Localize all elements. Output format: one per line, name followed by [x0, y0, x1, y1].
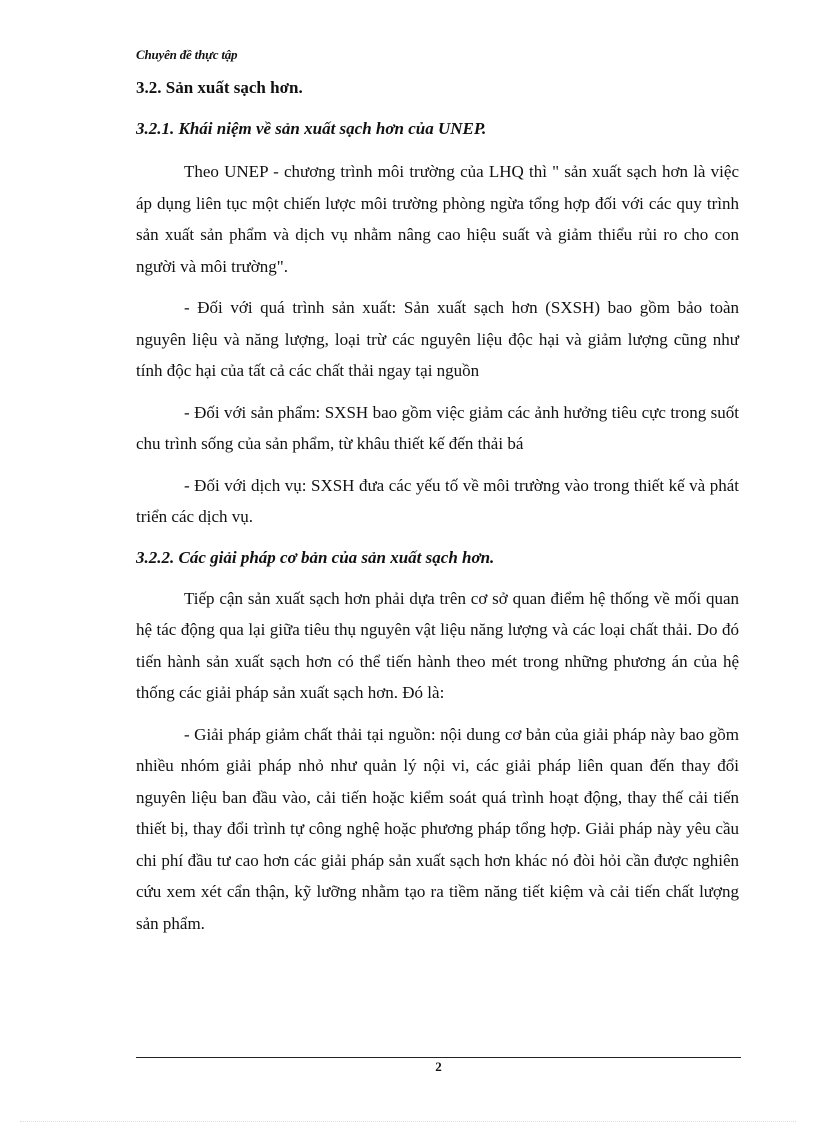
section-heading: 3.2. Sản xuất sạch hơn.	[136, 78, 303, 97]
document-body	[136, 74, 739, 939]
page-bottom-edge	[20, 1121, 796, 1122]
running-header: Chuyên đề thực tập	[136, 47, 238, 62]
paragraph-source-reduction: - Giải pháp giảm chất thải tại nguồn: nội dung cơ bản của giải pháp này bao gồm nhiều nhóm giải pháp nhỏ như quản lý nội vi, các giải pháp liên quan đến thay đổi nguyên liệu ban đầu vào, cải tiến hoặc kiểm soát quá trình hoạt động, thay thế cải tiến thiết bị, thay đổi trình tự công nghệ hoặc phương pháp tổng hợp. Giải pháp này yêu cầu chi phí đầu tư cao hơn các giải pháp sản xuất sạch hơn khác nó đòi hỏi cần được nghiên cứu xem xét cẩn thận, kỹ lưỡng nhằm tạo ra tiềm năng tiết kiệm và cải tiến chất lượng sản phẩm.	[136, 724, 739, 933]
paragraph-products: - Đối với sản phẩm: SXSH bao gồm việc giảm các ảnh hưởng tiêu cực trong suốt chu trình sống của sản phẩm, từ khâu thiết kế đến thải bá	[136, 402, 739, 453]
paragraph-unep-definition: Theo UNEP - chương trình môi trường của LHQ thì " sản xuất sạch hơn là việc áp dụng liên tục một chiến lược môi trường phòng ngừa tổng hợp đối với các quy trình sản xuất sản phẩm và dịch vụ nhằm nâng cao hiệu suất và giảm thiểu rủi ro cho con người và môi trường".	[136, 162, 739, 276]
page-number: 2	[435, 1059, 442, 1074]
footer-divider	[136, 1057, 741, 1058]
paragraph-production-process: - Đối với quá trình sản xuất: Sản xuất sạch hơn (SXSH) bao gồm bảo toàn nguyên liệu và năng lượng, loại trừ các nguyên liệu độc hại và giảm lượng cũng như tính độc hại của tất cả các chất thải ngay tại nguồn	[136, 298, 739, 380]
paragraph-services: - Đối với dịch vụ: SXSH đưa các yếu tố về môi trường vào trong thiết kế và phát triển các dịch vụ.	[136, 475, 739, 526]
subsection-heading-2: 3.2.2. Các giải pháp cơ bản của sản xuất sạch hơn.	[136, 547, 495, 567]
paragraph-approach: Tiếp cận sản xuất sạch hơn phải dựa trên cơ sở quan điểm hệ thống về mối quan hệ tác động qua lại giữa tiêu thụ nguyên vật liệu năng lượng và các loại chất thải. Do đó tiến hành sản xuất sạch hơn có thể tiến hành theo mét trong những phương án của hệ thống các giải pháp sản xuất sạch hơn. Đó là:	[136, 588, 739, 702]
subsection-heading-1: 3.2.1. Khái niệm về sản xuất sạch hơn của UNEP.	[136, 119, 487, 138]
